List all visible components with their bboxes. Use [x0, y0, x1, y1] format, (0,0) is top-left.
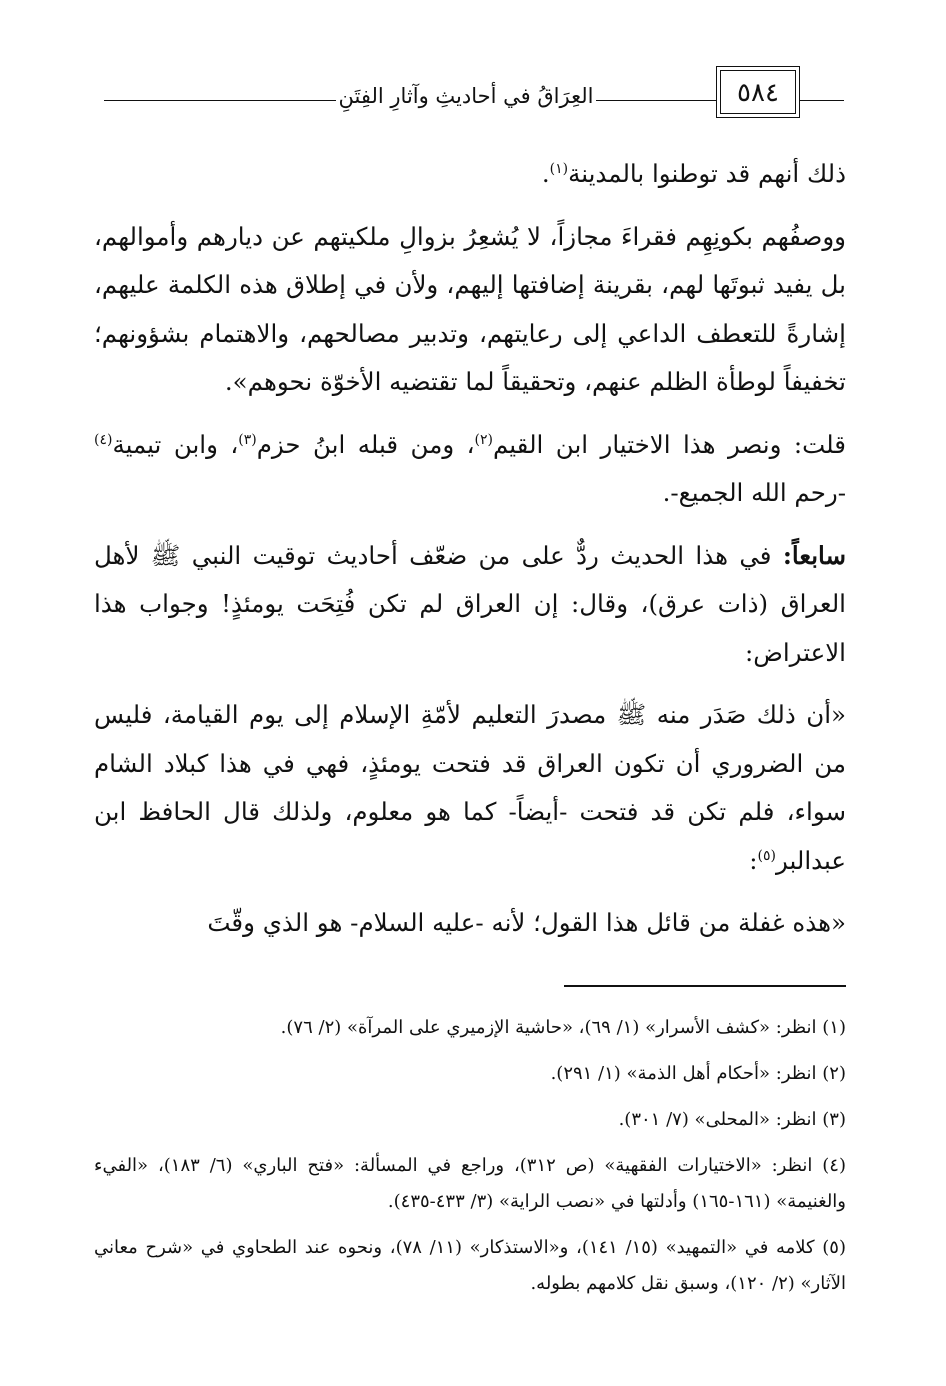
paragraph-5-end: : [749, 845, 758, 875]
paragraph-2: ووصفُهم بكونِهِم فقراءَ مجازاً، لا يُشعِرُ بزوالِ ملكيتهم عن ديارهم وأموالهم، بل يفيد ثبوتَها لهم، بقرينة إضافتها إليهم، ولأن في إطلاق هذه الكلمة عليهم، إشارةً للتعطف الداعي إلى رعايتهم، وتدبير مصالحهم، والاهتمام بشؤونهم؛ تخفيفاً لوطأة الظلم عنهم، وتحقيقاً لما تقتضيه الأخوّة نحوهم». [94, 221, 846, 396]
footnote-4: (٤) انظر: «الاختيارات الفقهية» (ص ٣١٢)، وراجع في المسألة: «فتح الباري» (٦/ ١٨٣)، «الفيء والغنيمة» (١٦١-١٦٥) وأدلتها في «نصب الراية» (٣/ ٤٣٣-٤٣٥). [94, 1155, 846, 1212]
footnote-5: (٥) كلامه في «التمهيد» (١٥/ ١٤١)، و«الاستذكار» (١١/ ٧٨)، ونحوه عند الطحاوي في «شرح معاني الآثار» (٢/ ١٢٠)، وسبق نقل كلامهم بطوله. [94, 1237, 846, 1294]
paragraph-6: «هذه غفلة من قائل هذا القول؛ لأنه -عليه السلام- هو الذي وقّتَ [207, 908, 846, 937]
paragraph-4-lead: سابعاً: [782, 540, 846, 570]
header-rule-middle [596, 100, 716, 101]
paragraph-3-text-c: ، وابن تيمية [112, 429, 239, 459]
paragraph-3 [94, 421, 846, 518]
footnote-ref-3: (٣) [238, 431, 257, 448]
paragraph-3-text-a: قلت: ونصر هذا الاختيار ابن القيم [492, 429, 846, 459]
footnote-ref-2: (٢) [474, 431, 493, 448]
paragraph-3-text-b: ، ومن قبله ابنُ حزم [256, 429, 475, 459]
footnote-2: (٢) انظر: «أحكام أهل الذمة» (١/ ٢٩١). [550, 1063, 846, 1084]
page-number: ٥٨٤ [737, 78, 779, 108]
paragraph-4 [94, 532, 846, 678]
paragraph-5-text: «أن ذلك صَدَر منه ﷺ مصدرَ التعليم لأمّةِ الإسلام إلى يوم القيامة، فليس من الضروري أن تكون العراق قد فتحت يومئذٍ، فهي في هذا كبلاد الشام سواء، فلم تكن قد فتحت -أيضاً- كما هو معلوم، ولذلك قال الحافظ ابن عبدالبر [94, 700, 846, 875]
page-header [96, 62, 848, 128]
footnote-ref-1: (١) [549, 160, 569, 177]
paragraph-1-end: . [541, 159, 550, 188]
footnote-1: (١) انظر: «كشف الأسرار» (١/ ٦٩)، «حاشية الإزميري على المرآة» (٢/ ٧٦). [280, 1017, 846, 1038]
paragraph-5 [94, 691, 846, 885]
paragraph-1 [94, 150, 846, 199]
paragraph-3-text-d: -رحم الله الجميع-. [662, 478, 846, 507]
footnote-ref-5: (٥) [757, 847, 776, 864]
footnote-separator [564, 985, 846, 987]
footnotes [94, 1010, 846, 1308]
header-rule-left [104, 100, 336, 101]
page-number-frame [716, 66, 800, 118]
main-text [94, 150, 846, 948]
header-rule-right [800, 100, 844, 101]
paragraph-1-text: ذلك أنهم قد توطنوا بالمدينة [568, 159, 846, 188]
running-book-title: العِرَاقُ في أحاديثِ وآثارِ الفِتَنِ [338, 84, 594, 108]
paragraph-4-text: في هذا الحديث ردٌّ على من ضعّف أحاديث توقيت النبي ﷺ لأهل العراق (ذات عرق)، وقال: إن العراق لم تكن فُتِحَت يومئذٍ! وجواب هذا الاعتراض: [94, 540, 846, 667]
footnote-3: (٣) انظر: «المحلى» (٧/ ٣٠١). [618, 1109, 846, 1130]
footnote-ref-4: (٤) [94, 431, 113, 448]
